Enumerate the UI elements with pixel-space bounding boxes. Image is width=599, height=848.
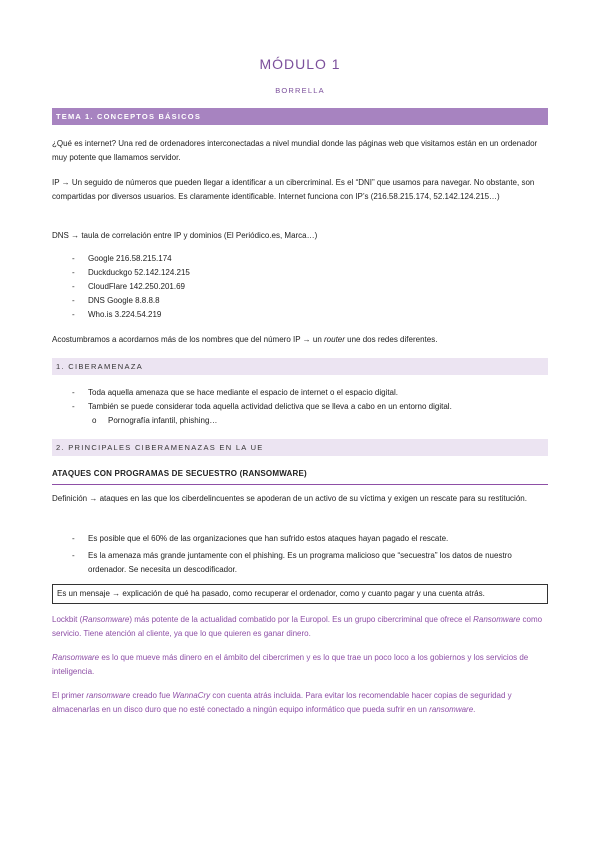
subheading-ransomware: ATAQUES CON PROGRAMAS DE SECUESTRO (RANSOMWARE) [52, 469, 307, 478]
boxed-note: Es un mensaje → explicación de qué ha pasado, como recuperar el ordenador, como y cuanto pagar y una cuenta atrás. [52, 584, 548, 604]
list-item: o Pornografía infantil, phishing… [92, 416, 218, 425]
list-item: - Es la amenaza más grande juntamente con el phishing. Es un programa malicioso que “secuestra” los datos de nuestro ordenador. Se necesita un descodificador. [72, 551, 512, 574]
list-item: - DNS Google 8.8.8.8 [72, 296, 160, 305]
ransomware-list [52, 532, 548, 577]
paragraph-wannacry: El primer ransomware creado fue WannaCry con cuenta atrás incluida. Para evitar los recomendable hacer copias de seguridad y almacenarlas en un disco duro que no esté conectado a ningún equipo informático que pueda sufrir en un ransomware. [52, 691, 512, 714]
section-header-ciberamenazas-ue: 2. PRINCIPALES CIBERAMENAZAS EN LA UE [52, 439, 548, 456]
divider [52, 484, 548, 485]
paragraph-dns: DNS → taula de correlación entre IP y dominios (El Periódico.es, Marca…) [52, 231, 318, 240]
list-item: - Toda aquella amenaza que se hace mediante el espacio de internet o el espacio digital. [72, 388, 398, 397]
section-header-tema1: TEMA 1. CONCEPTOS BÁSICOS [52, 108, 548, 125]
paragraph-ip: IP → Un seguido de números que pueden llegar a identificar a un cibercriminal. Es el “DNI” que usamos para navegar. No obstante, son compartidas por diversos usuarios. Es claramente identificable. Internet funciona con IP’s (216.58.215.174, 52.142.124.215…) [52, 178, 535, 201]
list-item: - También se puede considerar toda aquella actividad delictiva que se lleva a cabo en un entorno digital. [72, 402, 452, 411]
ciberamenaza-list [52, 386, 548, 428]
page-subtitle: BORRELLA [275, 86, 325, 95]
paragraph-ransomware-money: Ransomware es lo que mueve más dinero en el ámbito del cibercrimen y es lo que trae un poco loco a los gobiernos y los servicios de inteligencia. [52, 653, 529, 676]
list-item: - Who.is 3.224.54.219 [72, 310, 162, 319]
list-item: - Google 216.58.215.174 [72, 254, 172, 263]
dns-list [52, 252, 548, 322]
paragraph-router: Acostumbramos a acordarnos más de los nombres que del número IP → un router une dos redes diferentes. [52, 335, 438, 344]
paragraph-definicion: Definición → ataques en las que los ciberdelincuentes se apoderan de un activo de su víctima y exigen un rescate para su restitución. [52, 494, 527, 503]
section-header-ciberamenaza: 1. CIBERAMENAZA [52, 358, 548, 375]
paragraph-internet: ¿Qué es internet? Una red de ordenadores interconectadas a nivel mundial donde las páginas web que visitamos están en un ordenador muy potente que llamamos servidor. [52, 139, 538, 162]
list-item: - CloudFlare 142.250.201.69 [72, 282, 185, 291]
list-item: - Es posible que el 60% de las organizaciones que han sufrido estos ataques hayan pagado el rescate. [72, 534, 449, 543]
paragraph-lockbit: Lockbit (Ransomware) más potente de la actualidad combatido por la Europol. Es un grupo cibercriminal que ofrece el Ransomware como servicio. Tiene atención al cliente, ya que lo que quieren es ganar dinero. [52, 615, 543, 638]
list-item: - Duckduckgo 52.142.124.215 [72, 268, 190, 277]
page-title: MÓDULO 1 [259, 56, 341, 72]
